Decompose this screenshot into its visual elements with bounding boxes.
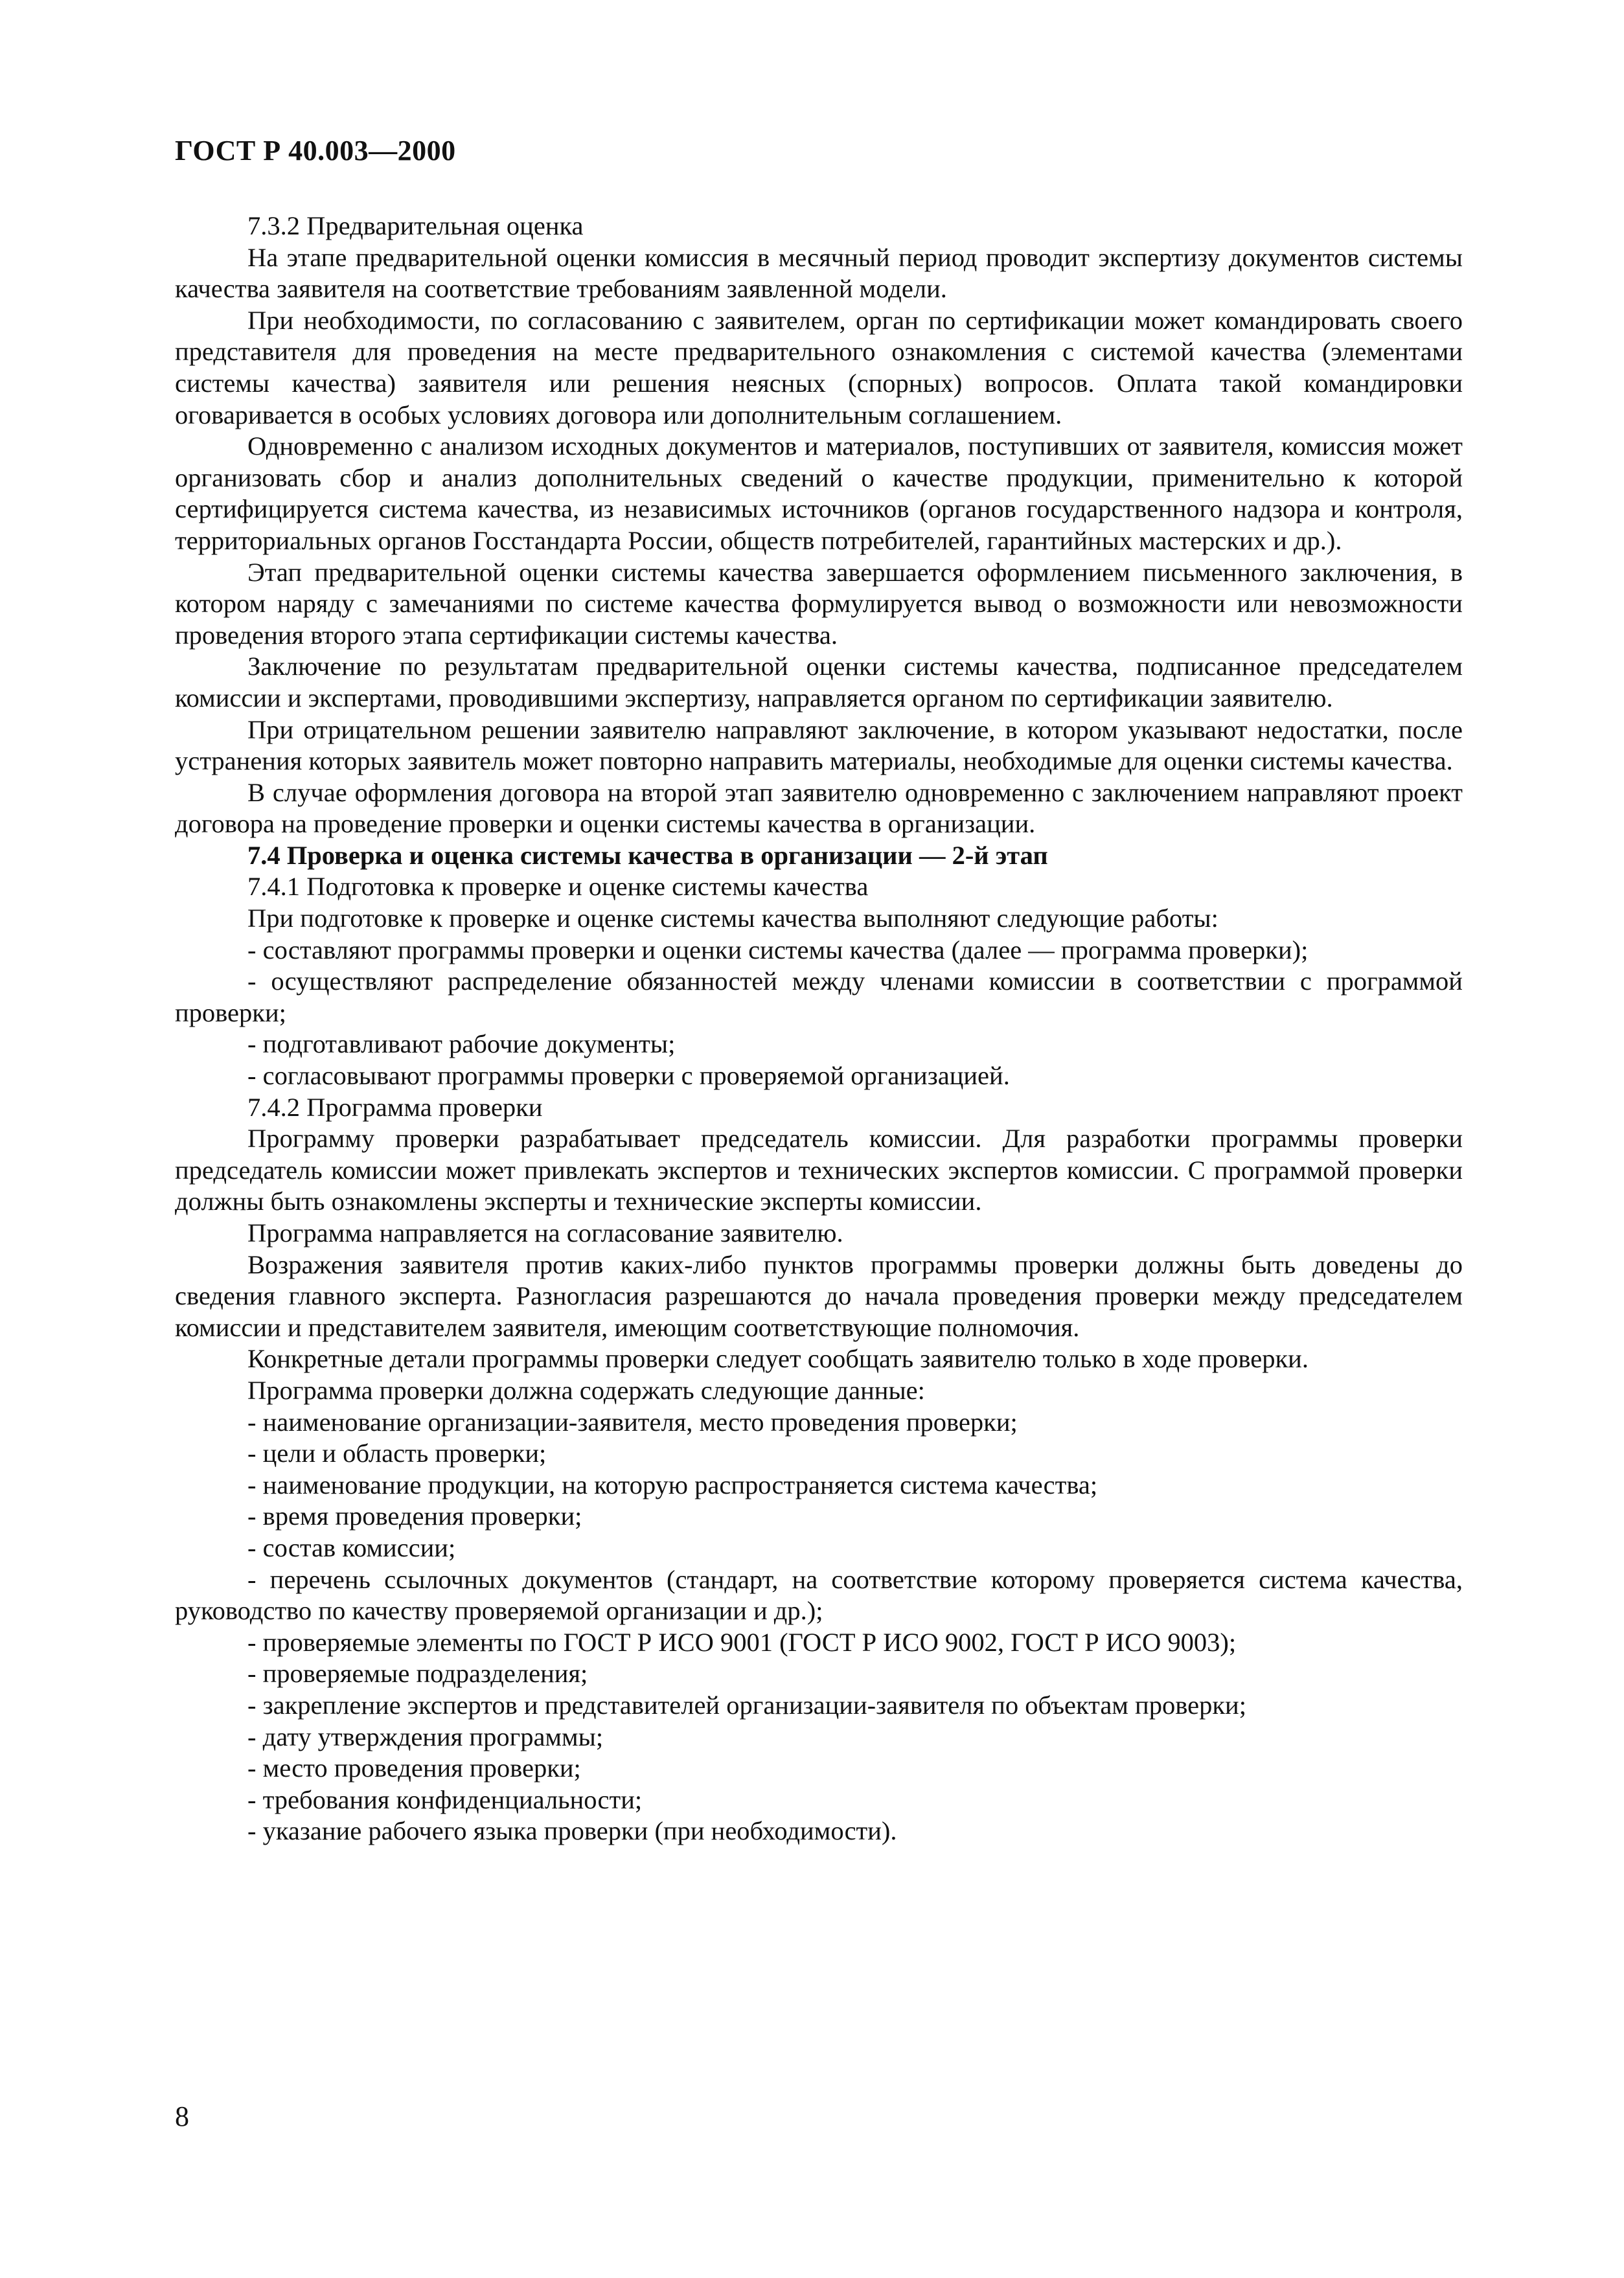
paragraph: Программа проверки должна содержать следующие данные: <box>247 1375 925 1405</box>
paragraph: В случае оформления договора на второй этап заявителю одновременно с заключением направляют проект договора на проведение проверки и оценки системы качества в организации. <box>175 777 1463 839</box>
page-number: 8 <box>175 2101 189 2132</box>
section-heading: 7.4 Проверка и оценка системы качества в организации — 2-й этап <box>247 840 1048 870</box>
paragraph: Одновременно с анализом исходных документов и материалов, поступивших от заявителя, комиссия может организовать сбор и анализ дополнительных сведений о качестве продукции, применительно к которой сертифицируется система качества, из независимых источников (органов государственного надзора и контроля, территориальных органов Госстандарта России, обществ потребителей, гарантийных мастерских и др.). <box>175 431 1463 555</box>
subsection-heading: 7.4.1 Подготовка к проверке и оценке системы качества <box>247 872 869 902</box>
list-item: - наименование организации-заявителя, место проведения проверки; <box>247 1407 1018 1437</box>
list-item: - перечень ссылочных документов (стандарт, на соответствие которому проверяется система качества, руководство по качеству проверяемой организации и др.); <box>175 1564 1463 1626</box>
list-item: - цели и область проверки; <box>247 1439 547 1468</box>
list-item: - требования конфиденциальности; <box>247 1784 643 1814</box>
list-item: - проверяемые элементы по ГОСТ Р ИСО 9001 (ГОСТ Р ИСО 9002, ГОСТ Р ИСО 9003); <box>247 1627 1237 1657</box>
list-item: - проверяемые подразделения; <box>247 1659 588 1689</box>
paragraph: Заключение по результатам предварительной оценки системы качества, подписанное председателем комиссии и экспертами, проводившими экспертизу, направляется органом по сертификации заявителю. <box>175 652 1463 712</box>
list-item: - дату утверждения программы; <box>247 1722 604 1751</box>
paragraph: Возражения заявителя против каких-либо пунктов программы проверки должны быть доведены до сведения главного эксперта. Разногласия разрешаются до начала проведения проверки между председателем комиссии и представителем заявителя, имеющим соответствующие полномочия. <box>175 1249 1463 1342</box>
paragraph: Программа направляется на согласование заявителю. <box>247 1218 843 1247</box>
paragraph: При подготовке к проверке и оценке системы качества выполняют следующие работы: <box>247 904 1218 933</box>
list-item: - подготавливают рабочие документы; <box>247 1029 676 1059</box>
paragraph: При отрицательном решении заявителю направляют заключение, в котором указывают недостатки, после устранения которых заявитель может повторно направить материалы, необходимые для оценки системы качества. <box>175 714 1463 776</box>
list-item: - согласовывают программы проверки с проверяемой организацией. <box>247 1061 1010 1091</box>
paragraph: При необходимости, по согласованию с заявителем, орган по сертификации может командировать своего представителя для проведения на месте предварительного ознакомления с системой качества (элементами системы качества) заявителя или решения неясных (спорных) вопросов. Оплата такой командировки оговаривается в особых условиях договора или дополнительным соглашением. <box>175 305 1463 429</box>
document-body <box>175 211 1463 1847</box>
list-item: - время проведения проверки; <box>247 1501 582 1531</box>
paragraph: 7.3.2 Предварительная оценка <box>247 211 584 240</box>
paragraph: Программу проверки разрабатывает председатель комиссии. Для разработки программы проверки председатель комиссии может привлекать экспертов и технических экспертов комиссии. С программой проверки должны быть ознакомлены эксперты и технические эксперты комиссии. <box>175 1124 1463 1216</box>
document-header: ГОСТ Р 40.003—2000 <box>175 135 456 166</box>
list-item: - закрепление экспертов и представителей организации-заявителя по объектам проверки; <box>247 1690 1246 1720</box>
list-item: - осуществляют распределение обязанностей между членами комиссии в соответствии с программой проверки; <box>175 966 1463 1027</box>
list-item: - составляют программы проверки и оценки системы качества (далее — программа проверки); <box>247 935 1309 964</box>
list-item: - состав комиссии; <box>247 1532 456 1562</box>
list-item: - место проведения проверки; <box>247 1753 581 1783</box>
subsection-heading: 7.4.2 Программа проверки <box>247 1092 543 1122</box>
list-item: - указание рабочего языка проверки (при необходимости). <box>247 1816 897 1846</box>
paragraph: Конкретные детали программы проверки следует сообщать заявителю только в ходе проверки. <box>247 1344 1309 1374</box>
paragraph: На этапе предварительной оценки комиссия в месячный период проводит экспертизу документов системы качества заявителя на соответствие требованиям заявленной модели. <box>175 242 1463 304</box>
paragraph: Этап предварительной оценки системы качества завершается оформлением письменного заключения, в котором наряду с замечаниями по системе качества формулируется вывод о возможности или невозможности проведения второго этапа сертификации системы качества. <box>175 557 1463 650</box>
list-item: - наименование продукции, на которую распространяется система качества; <box>247 1470 1098 1499</box>
